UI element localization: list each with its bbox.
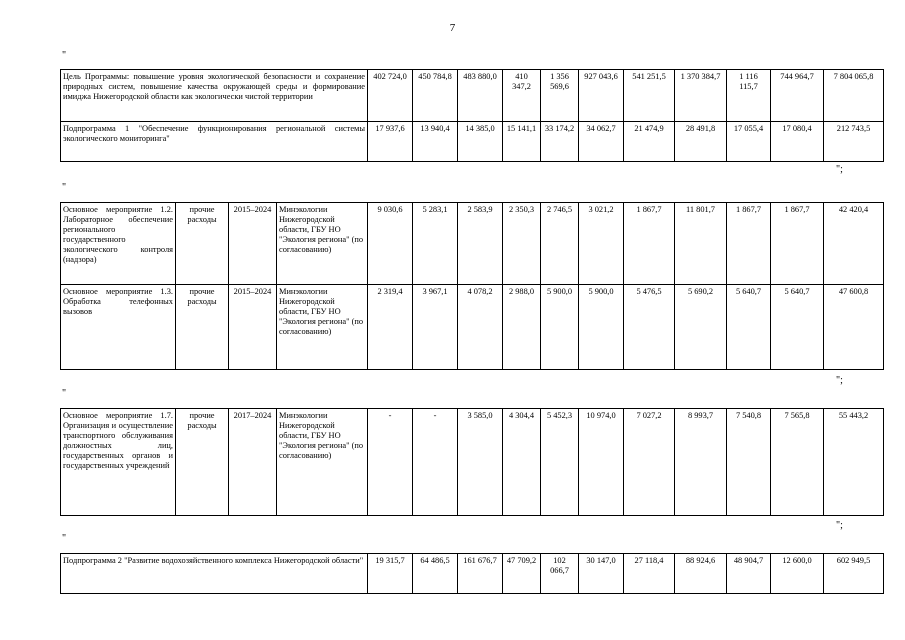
table-row xyxy=(61,203,884,285)
total-cell: 47 600,8 xyxy=(824,285,884,370)
value-cell: 4 078,2 xyxy=(458,285,503,370)
total-cell: 55 443,2 xyxy=(824,409,884,516)
value-cell: 13 940,4 xyxy=(413,122,458,162)
value-cell: 7 565,8 xyxy=(771,409,824,516)
executor-cell: Минэкологии Нижегородской области, ГБУ НО "Экология региона" (по согласованию) xyxy=(277,285,368,370)
page-number: 7 xyxy=(449,22,456,34)
expense-type-cell: прочие расходы xyxy=(176,203,229,285)
value-cell: 3 585,0 xyxy=(458,409,503,516)
value-cell: 1 867,7 xyxy=(771,203,824,285)
value-cell: 5 690,2 xyxy=(675,285,727,370)
value-cell: 1 867,7 xyxy=(727,203,771,285)
value-cell: 17 937,6 xyxy=(368,122,413,162)
value-cell: 102 066,7 xyxy=(541,554,579,594)
value-cell: 5 452,3 xyxy=(541,409,579,516)
value-cell: - xyxy=(368,409,413,516)
value-cell: 402 724,0 xyxy=(368,70,413,122)
table-subprogram-2 xyxy=(60,553,884,594)
open-quote: " xyxy=(62,388,67,399)
value-cell: 7 027,2 xyxy=(624,409,675,516)
value-cell: 927 043,6 xyxy=(579,70,624,122)
total-cell: 212 743,5 xyxy=(824,122,884,162)
open-quote: " xyxy=(62,50,67,61)
table-measures-1 xyxy=(60,202,884,370)
value-cell: 30 147,0 xyxy=(579,554,624,594)
value-cell: 2 350,3 xyxy=(503,203,541,285)
value-cell: 19 315,7 xyxy=(368,554,413,594)
subprogram-cell: Подпрограмма 2 "Развитие водохозяйственного комплекса Нижегородской области" xyxy=(61,554,368,594)
value-cell: 5 900,0 xyxy=(579,285,624,370)
table-row xyxy=(61,285,884,370)
expense-type-cell: прочие расходы xyxy=(176,409,229,516)
total-cell: 602 949,5 xyxy=(824,554,884,594)
table-row xyxy=(61,122,884,162)
subprogram-cell: Подпрограмма 1 "Обеспечение функционирования региональной системы экологического мониторинга" xyxy=(61,122,368,162)
value-cell: 161 676,7 xyxy=(458,554,503,594)
table-row xyxy=(61,554,884,594)
table-row xyxy=(61,70,884,122)
measure-name-cell: Основное мероприятие 1.2. Лабораторное обеспечение регионального государственного экологического контроля (надзора) xyxy=(61,203,176,285)
value-cell: 541 251,5 xyxy=(624,70,675,122)
value-cell: 1 116 115,7 xyxy=(727,70,771,122)
value-cell: 3 967,1 xyxy=(413,285,458,370)
value-cell: 1 867,7 xyxy=(624,203,675,285)
executor-cell: Минэкологии Нижегородской области, ГБУ НО "Экология региона" (по согласованию) xyxy=(277,203,368,285)
value-cell: 4 304,4 xyxy=(503,409,541,516)
value-cell: 64 486,5 xyxy=(413,554,458,594)
value-cell: 1 370 384,7 xyxy=(675,70,727,122)
expense-type-cell: прочие расходы xyxy=(176,285,229,370)
table-row xyxy=(61,409,884,516)
total-cell: 42 420,4 xyxy=(824,203,884,285)
value-cell: 5 900,0 xyxy=(541,285,579,370)
close-quote: "; xyxy=(836,375,843,386)
total-cell: 7 804 065,8 xyxy=(824,70,884,122)
value-cell: 28 491,8 xyxy=(675,122,727,162)
period-cell: 2015–2024 xyxy=(229,285,277,370)
value-cell: 744 964,7 xyxy=(771,70,824,122)
value-cell: 483 880,0 xyxy=(458,70,503,122)
period-cell: 2015–2024 xyxy=(229,203,277,285)
measure-name-cell: Основное мероприятие 1.7. Организация и осуществление транспортного обслуживания должностных лиц, государственных органов и государственных учреждений xyxy=(61,409,176,516)
value-cell: 5 476,5 xyxy=(624,285,675,370)
value-cell: 21 474,9 xyxy=(624,122,675,162)
value-cell: 1 356 569,6 xyxy=(541,70,579,122)
value-cell: 7 540,8 xyxy=(727,409,771,516)
table-goal xyxy=(60,69,884,162)
table-measures-2 xyxy=(60,408,884,516)
value-cell: 8 993,7 xyxy=(675,409,727,516)
value-cell: 450 784,8 xyxy=(413,70,458,122)
value-cell: 10 974,0 xyxy=(579,409,624,516)
value-cell: 88 924,6 xyxy=(675,554,727,594)
value-cell: 3 021,2 xyxy=(579,203,624,285)
value-cell: 5 640,7 xyxy=(771,285,824,370)
value-cell: 2 319,4 xyxy=(368,285,413,370)
value-cell: 12 600,0 xyxy=(771,554,824,594)
value-cell: 17 055,4 xyxy=(727,122,771,162)
open-quote: " xyxy=(62,182,67,193)
value-cell: 2 988,0 xyxy=(503,285,541,370)
close-quote: "; xyxy=(836,164,843,175)
open-quote: " xyxy=(62,533,67,544)
value-cell: 14 385,0 xyxy=(458,122,503,162)
value-cell: 34 062,7 xyxy=(579,122,624,162)
value-cell: 2 583,9 xyxy=(458,203,503,285)
program-goal-cell: Цель Программы: повышение уровня экологической безопасности и сохранение природных систем, повышение качества окружающей среды и формирование имиджа Нижегородской области как экологически чистой территории xyxy=(61,70,368,122)
period-cell: 2017–2024 xyxy=(229,409,277,516)
measure-name-cell: Основное мероприятие 1.3. Обработка телефонных вызовов xyxy=(61,285,176,370)
value-cell: 9 030,6 xyxy=(368,203,413,285)
value-cell: 5 283,1 xyxy=(413,203,458,285)
value-cell: 27 118,4 xyxy=(624,554,675,594)
value-cell: 2 746,5 xyxy=(541,203,579,285)
value-cell: - xyxy=(413,409,458,516)
value-cell: 15 141,1 xyxy=(503,122,541,162)
value-cell: 48 904,7 xyxy=(727,554,771,594)
value-cell: 5 640,7 xyxy=(727,285,771,370)
executor-cell: Минэкологии Нижегородской области, ГБУ НО "Экология региона" (по согласованию) xyxy=(277,409,368,516)
value-cell: 33 174,2 xyxy=(541,122,579,162)
value-cell: 410 347,2 xyxy=(503,70,541,122)
close-quote: "; xyxy=(836,520,843,531)
value-cell: 11 801,7 xyxy=(675,203,727,285)
value-cell: 47 709,2 xyxy=(503,554,541,594)
value-cell: 17 080,4 xyxy=(771,122,824,162)
